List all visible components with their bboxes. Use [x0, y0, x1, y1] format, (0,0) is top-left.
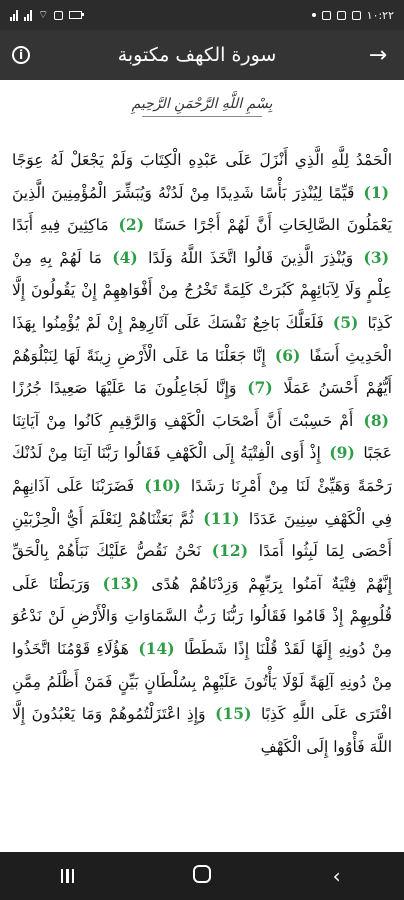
verse-number: (11) — [203, 508, 240, 528]
arrow-right-icon: → — [368, 42, 388, 68]
verses-text — [0, 144, 404, 763]
verse-number: (13) — [102, 573, 139, 593]
back-button[interactable] — [364, 43, 392, 68]
dot-icon — [312, 13, 316, 17]
verse-text: إِنَّا جَعَلْنَا مَا عَلَى الْأَرْضِ زِينَةً لَهَا لِنَبْلُوَهُمْ أَيُّهُمْ أَحْسَنُ عَمَلًا — [12, 346, 392, 398]
verse-text: مَاكِثِينَ فِيهِ أَبَدًا — [12, 216, 109, 235]
verse-text: وَيُنْذِرَ الَّذِينَ قَالُوا اتَّخَذَ اللَّهُ وَلَدًا — [148, 248, 354, 267]
info-icon[interactable]: i — [12, 46, 30, 64]
verse-text: فَلَعَلَّكَ بَاخِعٌ نَفْسَكَ عَلَى آثَارِهِمْ إِنْ لَمْ يُؤْمِنُوا بِهَذَا الْحَدِيثِ أَسَفًا — [12, 313, 392, 365]
verse-text: مَا لَهُمْ بِهِ مِنْ عِلْمٍ وَلَا لِآبَائِهِمْ كَبُرَتْ كَلِمَةً تَخْرُجُ مِنْ أَفْوَاهِهِمْ إِنْ يَقُولُونَ إِلَّا كَذِبًا — [12, 248, 393, 332]
verse-number: (10) — [144, 475, 181, 495]
home-icon — [193, 865, 211, 883]
battery-icon — [69, 11, 82, 19]
verse-number: (12) — [211, 541, 249, 561]
verse-text: وَإِنَّا لَجَاعِلُونَ مَا عَلَيْهَا صَعِيدًا جُرُزًا — [12, 379, 237, 398]
facebook-icon — [337, 11, 346, 20]
surah-content[interactable] — [0, 80, 404, 852]
verse-number: (3) — [363, 247, 390, 267]
status-indicators — [10, 8, 82, 22]
app-icon — [322, 11, 331, 20]
verse-number: (6) — [274, 345, 301, 365]
verse-text: فَضَرَبْنَا عَلَى آذَانِهِمْ فِي الْكَهْفِ سِنِينَ عَدَدًا — [12, 476, 392, 528]
verse-number: (4) — [112, 247, 138, 267]
chevron-left-icon: ‹ — [332, 864, 341, 888]
verse-text: إِذْ أَوَى الْفِتْيَةُ إِلَى الْكَهْفِ فَقَالُوا رَبَّنَا آتِنَا مِنْ لَدُنْكَ رَحْمَةً وَهَيِّئْ لَنَا مِنْ أَمْرِنَا رَشَدًا — [12, 444, 392, 495]
verse-text: قَيِّمًا لِيُنْذِرَ بَأْسًا شَدِيدًا مِنْ لَدُنْهُ وَيُبَشِّرَ الْمُؤْمِنِينَ الَّذِينَ يَعْمَلُونَ الصَّالِحَاتِ أَنَّ لَهُمْ أَجْرًا حَسَنًا — [12, 183, 392, 235]
notification-icon — [54, 11, 63, 20]
status-bar — [0, 0, 404, 30]
verse-number: (14) — [138, 638, 175, 658]
verse-number: (15) — [215, 704, 252, 724]
verse-text: الْحَمْدُ لِلَّهِ الَّذِي أَنْزَلَ عَلَى عَبْدِهِ الْكِتَابَ وَلَمْ يَجْعَلْ لَهُ عِوَجًا — [12, 151, 392, 169]
wifi-icon: ⌔ — [38, 8, 49, 21]
status-time: ١٠:٢٢ — [366, 8, 394, 22]
verse-number: (1) — [363, 182, 389, 202]
home-button[interactable] — [172, 864, 232, 888]
verse-text: هَؤُلَاءِ قَوْمُنَا اتَّخَذُوا مِنْ دُونِهِ آلِهَةً لَوْلَا يَأْتُونَ عَلَيْهِمْ بِسُلْطَانٍ بَيِّنٍ فَمَنْ أَظْلَمُ مِمَّنِ افْتَرَى عَلَى اللَّهِ كَذِبًا — [12, 639, 392, 724]
verse-text: أَمْ حَسِبْتَ أَنَّ أَصْحَابَ الْكَهْفِ وَالرَّقِيمِ كَانُوا مِنْ آيَاتِنَا عَجَبًا — [12, 411, 392, 463]
verse-text: ثُمَّ بَعَثْنَاهُمْ لِنَعْلَمَ أَيُّ الْحِزْبَيْنِ أَحْصَى لِمَا لَبِثُوا أَمَدًا — [12, 509, 392, 561]
signal-icon-2 — [24, 10, 32, 21]
verse-number: (5) — [332, 312, 359, 332]
recents-icon — [61, 869, 75, 883]
app-bar — [0, 30, 404, 80]
verse-text: نَحْنُ نَقُصُّ عَلَيْكَ نَبَأَهُمْ بِالْحَقِّ إِنَّهُمْ فِتْيَةٌ آمَنُوا بِرَبِّهِمْ وَزِدْنَاهُمْ هُدًى — [12, 542, 393, 593]
page-title: سورة الكهف مكتوبة — [117, 44, 277, 66]
basmala — [0, 96, 404, 134]
verse-number: (2) — [118, 215, 145, 235]
message-icon — [352, 11, 361, 20]
verse-number: (7) — [247, 378, 273, 398]
nav-back-button[interactable] — [307, 864, 367, 888]
system-nav-bar — [0, 852, 404, 900]
basmala-divider — [142, 116, 262, 117]
verse-number: (8) — [363, 410, 389, 430]
verse-text: وَرَبَطْنَا عَلَى قُلُوبِهِمْ إِذْ قَامُوا فَقَالُوا رَبُّنَا رَبُّ السَّمَاوَاتِ وَالْأَرْضِ لَنْ نَدْعُوَ مِنْ دُونِهِ إِلَهًا لَقَدْ قُلْنَا إِذًا شَطَطًا — [12, 574, 392, 658]
recents-button[interactable] — [37, 864, 97, 888]
status-notifications — [312, 9, 394, 22]
signal-icon — [10, 10, 18, 21]
verse-number: (9) — [329, 443, 355, 463]
basmala-text: بِسْمِ اللَّهِ الرَّحْمَنِ الرَّحِيمِ — [131, 96, 273, 112]
verse-text: وَإِذِ اعْتَزَلْتُمُوهُمْ وَمَا يَعْبُدُونَ إِلَّا اللَّهَ فَأْوُوا إِلَى الْكَهْفِ — [12, 705, 392, 756]
